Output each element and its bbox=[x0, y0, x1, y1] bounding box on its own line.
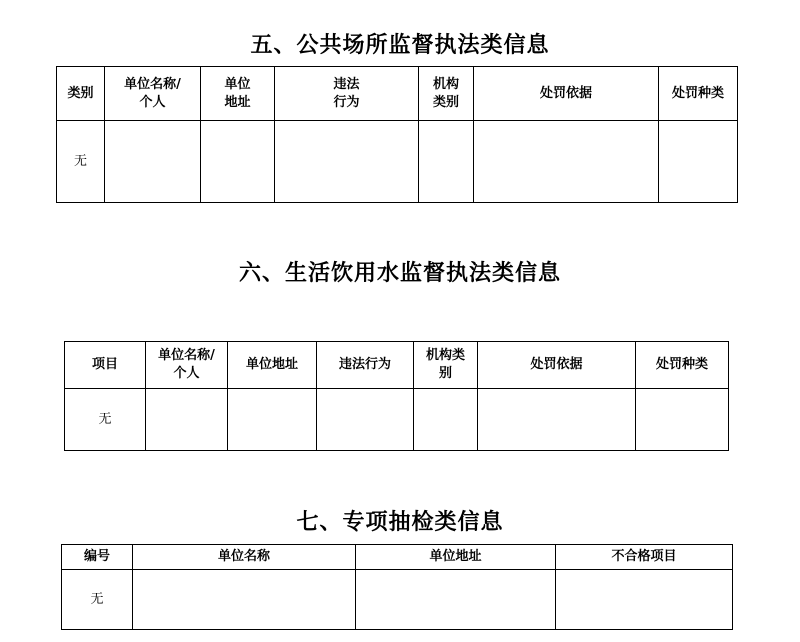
header-cell: 项目 bbox=[65, 342, 146, 389]
table-cell bbox=[275, 121, 419, 203]
header-cell: 单位名称/ 个人 bbox=[146, 342, 228, 389]
header-cell: 单位名称 bbox=[133, 545, 356, 570]
table-cell bbox=[133, 570, 356, 630]
header-cell: 不合格项目 bbox=[556, 545, 733, 570]
header-cell: 单位名称/ 个人 bbox=[105, 67, 201, 121]
table-cell: 无 bbox=[65, 389, 146, 451]
table-cell bbox=[146, 389, 228, 451]
table-header-row bbox=[65, 342, 729, 389]
header-cell: 违法 行为 bbox=[275, 67, 419, 121]
table-cell bbox=[659, 121, 738, 203]
header-cell: 机构类 别 bbox=[414, 342, 478, 389]
section-7-table bbox=[61, 544, 733, 630]
table-row bbox=[62, 570, 733, 630]
header-cell: 类别 bbox=[57, 67, 105, 121]
header-cell: 编号 bbox=[62, 545, 133, 570]
header-cell: 单位地址 bbox=[356, 545, 556, 570]
table-cell bbox=[474, 121, 659, 203]
table-cell bbox=[228, 389, 317, 451]
header-cell: 处罚依据 bbox=[478, 342, 636, 389]
table-header-row bbox=[57, 67, 738, 121]
section-6-title: 六、生活饮用水监督执法类信息 bbox=[238, 260, 561, 286]
table-cell bbox=[356, 570, 556, 630]
header-cell: 单位地址 bbox=[228, 342, 317, 389]
header-cell: 处罚种类 bbox=[636, 342, 729, 389]
table-cell bbox=[317, 389, 414, 451]
table-cell bbox=[419, 121, 474, 203]
header-cell: 单位 地址 bbox=[201, 67, 275, 121]
table-cell bbox=[201, 121, 275, 203]
header-cell: 处罚依据 bbox=[474, 67, 659, 121]
section-6-table bbox=[64, 341, 729, 451]
table-cell bbox=[414, 389, 478, 451]
section-5-table bbox=[56, 66, 738, 203]
section-5-title: 五、公共场所监督执法类信息 bbox=[250, 32, 550, 58]
header-cell: 违法行为 bbox=[317, 342, 414, 389]
section-7-title: 七、专项抽检类信息 bbox=[296, 509, 504, 535]
table-cell: 无 bbox=[57, 121, 105, 203]
header-cell: 处罚种类 bbox=[659, 67, 738, 121]
table-cell bbox=[105, 121, 201, 203]
table-row bbox=[65, 389, 729, 451]
table-cell bbox=[636, 389, 729, 451]
header-cell: 机构 类别 bbox=[419, 67, 474, 121]
table-cell: 无 bbox=[62, 570, 133, 630]
table-cell bbox=[556, 570, 733, 630]
table-cell bbox=[478, 389, 636, 451]
table-row bbox=[57, 121, 738, 203]
table-header-row bbox=[62, 545, 733, 570]
